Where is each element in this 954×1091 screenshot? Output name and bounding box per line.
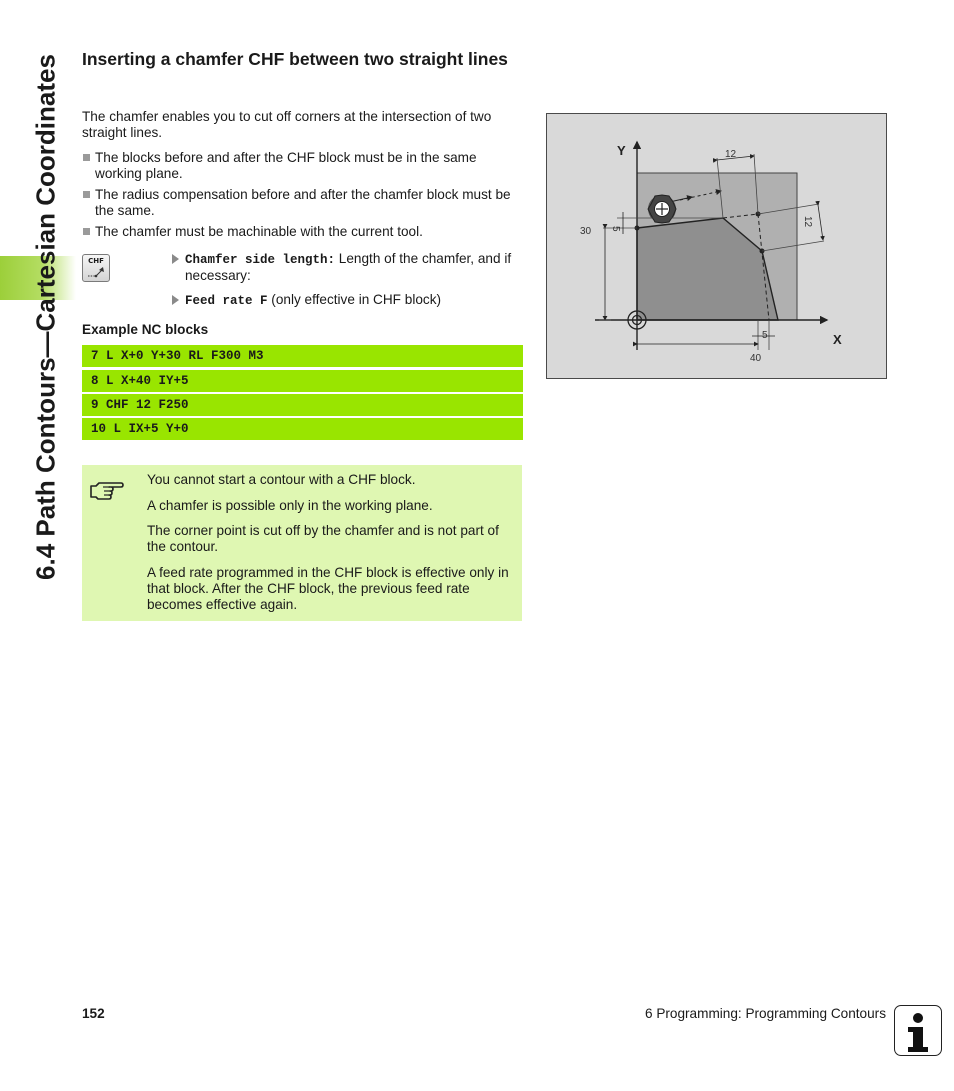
- bullet-square-icon: [83, 191, 90, 198]
- example-heading: Example NC blocks: [82, 322, 209, 337]
- note-line: You cannot start a contour with a CHF block.: [147, 472, 416, 487]
- axis-x-label: X: [833, 332, 842, 347]
- dim-x-small: 5: [762, 330, 768, 341]
- chapter-title-text: 6.4 Path Contours—Cartesian Coordinates: [30, 54, 61, 580]
- dim-right: 12: [802, 216, 813, 228]
- bullet-square-icon: [83, 154, 90, 161]
- chamfer-diagram: [546, 113, 887, 379]
- intro-text: The chamfer enables you to cut off corners at the intersection of two straight lines.: [82, 109, 492, 140]
- chf-key-button[interactable]: [82, 254, 110, 282]
- chf-key-label: CHF: [88, 257, 104, 265]
- nc-block: 7 L X+0 Y+30 RL F300 M3: [82, 345, 523, 367]
- bullet-square-icon: [83, 228, 90, 235]
- arrow-right-icon: [172, 254, 179, 264]
- chapter-title: [26, 52, 66, 582]
- param-feed-rate: Feed rate F (only effective in CHF block): [172, 292, 524, 309]
- list-item: The radius compensation before and after the chamfer block must be the same.: [82, 187, 524, 219]
- note-line: A feed rate programmed in the CHF block is effective only in that block. After the CHF block, the previous feed rate becomes effective again.: [147, 565, 509, 612]
- arrow-right-icon: [172, 295, 179, 305]
- nc-block: 10 L IX+5 Y+0: [82, 418, 523, 440]
- note-box: [82, 465, 522, 621]
- nc-block: 8 L X+40 IY+5: [82, 370, 523, 392]
- section-heading: Inserting a chamfer CHF between two straight lines: [82, 49, 508, 69]
- milling-cutter-icon: [648, 195, 676, 223]
- note-line: A chamfer is possible only in the working plane.: [147, 498, 433, 513]
- requirements-list: [82, 150, 524, 245]
- page-number: 152: [82, 1006, 105, 1021]
- dim-x-value: 40: [750, 353, 762, 364]
- info-icon: [894, 1005, 942, 1056]
- note-line: The corner point is cut off by the chamfer and is not part of the contour.: [147, 523, 499, 554]
- pointing-hand-icon: [90, 475, 124, 503]
- dim-top: 12: [725, 149, 737, 160]
- list-item: The chamfer must be machinable with the current tool.: [82, 224, 524, 240]
- chamfer-diagram-graphic: [547, 114, 888, 380]
- list-item: The blocks before and after the CHF block must be in the same working plane.: [82, 150, 524, 182]
- footer-chapter: 6 Programming: Programming Contours: [644, 1006, 886, 1021]
- axis-y-label: Y: [617, 143, 626, 158]
- dim-y-value: 30: [580, 226, 592, 237]
- chamfer-key-icon: [87, 266, 105, 278]
- param-chamfer-length: Chamfer side length: Length of the chamfer, and if necessary:: [172, 251, 524, 284]
- dim-y-small: 5: [610, 226, 621, 232]
- nc-block: 9 CHF 12 F250: [82, 394, 523, 416]
